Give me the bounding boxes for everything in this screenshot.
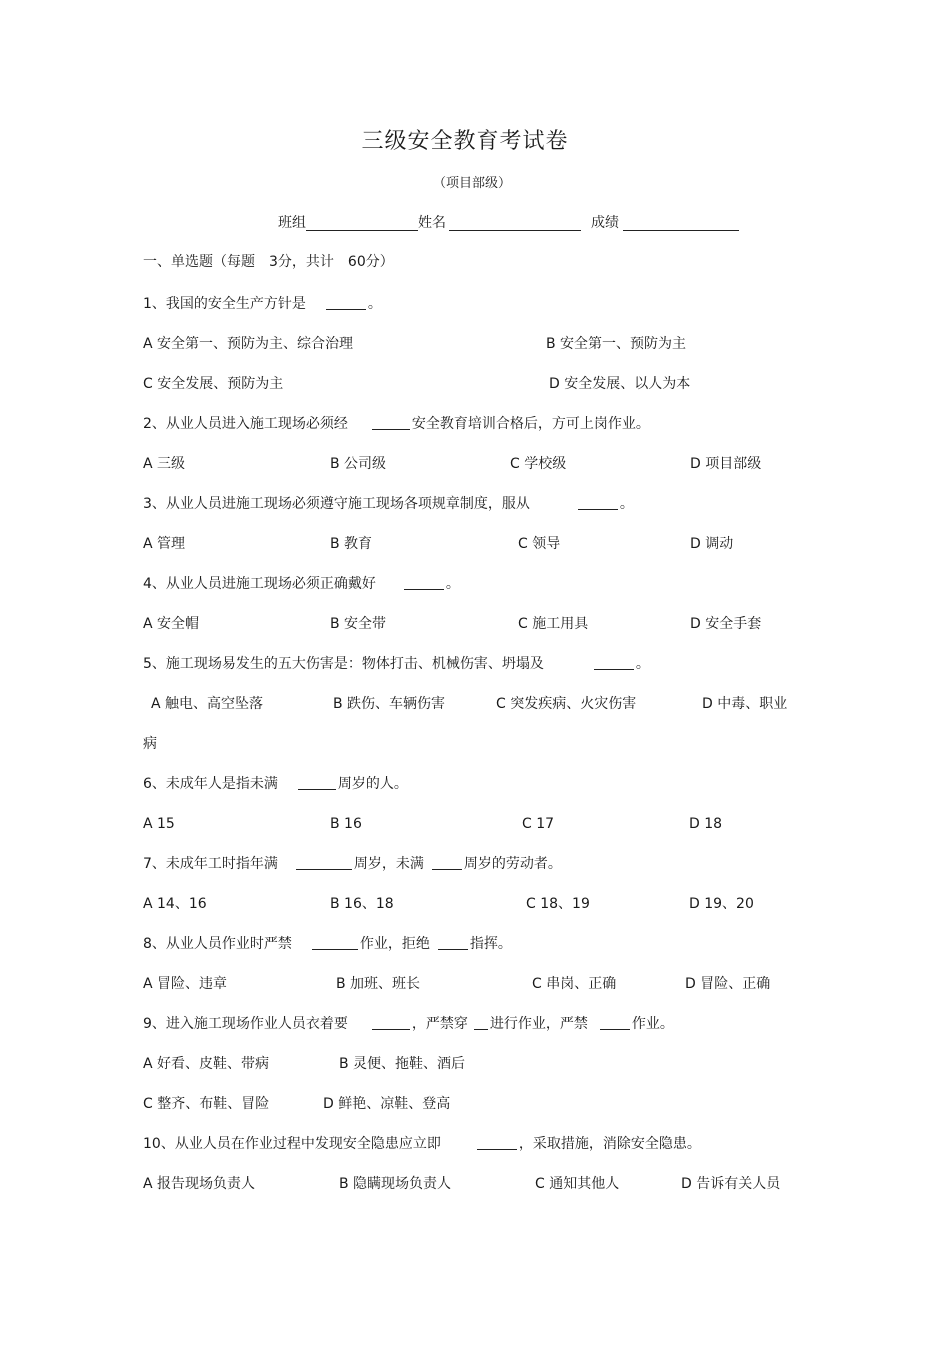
option-a[interactable]: A 好看、皮鞋、带病 (143, 1056, 270, 1072)
option-b[interactable]: B 教育 (330, 536, 373, 552)
option-d[interactable]: D 调动 (690, 536, 734, 552)
option-a[interactable]: A 安全帽 (143, 616, 200, 632)
question-text: 。 (445, 576, 460, 592)
answer-blank[interactable] (600, 1016, 630, 1030)
question-text: 7、未成年工时指年满 (143, 856, 278, 872)
question-text: ，严禁穿 (411, 1016, 468, 1032)
question-text: 9、进入施工现场作业人员衣着要 (143, 1016, 348, 1032)
question-text: 4、从业人员进施工现场必须正确戴好 (143, 576, 376, 592)
score-label: 成绩 (591, 215, 619, 231)
option-d[interactable]: D 中毒、职业 (702, 696, 788, 712)
answer-blank[interactable] (404, 576, 444, 590)
question-6 (143, 774, 408, 794)
question-9 (143, 1014, 674, 1034)
option-a[interactable]: A 15 (143, 816, 175, 832)
question-2 (143, 414, 650, 434)
question-text: 作业。 (631, 1016, 674, 1032)
option-c[interactable]: C 领导 (518, 536, 561, 552)
answer-blank[interactable] (594, 656, 634, 670)
option-b[interactable]: B 安全带 (330, 616, 387, 632)
option-b[interactable]: B 安全第一、预防为主 (546, 336, 687, 352)
answer-blank[interactable] (432, 856, 462, 870)
question-text: 指挥。 (469, 936, 512, 952)
question-text: 作业，拒绝 (359, 936, 430, 952)
option-a[interactable]: A 报告现场负责人 (143, 1176, 256, 1192)
option-d[interactable]: D 18 (689, 816, 723, 832)
option-d[interactable]: D 19、20 (689, 896, 754, 912)
option-a[interactable]: A 14、16 (143, 896, 207, 912)
class-field[interactable] (306, 216, 418, 231)
option-c[interactable]: C 突发疾病、火灾伤害 (496, 696, 637, 712)
question-text: 。 (619, 496, 634, 512)
question-5 (143, 654, 650, 674)
answer-blank[interactable] (312, 936, 358, 950)
question-text: 3、从业人员进施工现场必须遵守施工现场各项规章制度，服从 (143, 496, 530, 512)
option-d[interactable]: D 冒险、正确 (685, 976, 771, 992)
option-a[interactable]: A 安全第一、预防为主、综合治理 (143, 336, 354, 352)
question-10 (143, 1134, 701, 1154)
option-c[interactable]: C 18、19 (526, 896, 590, 912)
option-d[interactable]: D 告诉有关人员 (681, 1176, 781, 1192)
question-text: ，采取措施，消除安全隐患。 (518, 1136, 701, 1152)
name-field[interactable] (449, 216, 581, 231)
question-text: 1、我国的安全生产方针是 (143, 296, 306, 312)
option-a[interactable]: A 管理 (143, 536, 186, 552)
answer-blank[interactable] (477, 1136, 517, 1150)
question-text: 进行作业，严禁 (489, 1016, 588, 1032)
answer-blank[interactable] (372, 416, 410, 430)
option-c[interactable]: C 学校级 (510, 456, 567, 472)
question-text: 。 (367, 296, 382, 312)
option-d[interactable]: D 鲜艳、凉鞋、登高 (323, 1096, 451, 1112)
answer-blank[interactable] (474, 1016, 488, 1030)
option-b[interactable]: B 公司级 (330, 456, 387, 472)
class-label: 班组 (278, 215, 306, 231)
question-8 (143, 934, 512, 954)
question-text: 6、未成年人是指未满 (143, 776, 278, 792)
score-field[interactable] (623, 216, 739, 231)
option-a[interactable]: A 冒险、违章 (143, 976, 228, 992)
page-subtitle: （项目部级） (432, 176, 511, 191)
question-text: 8、从业人员作业时严禁 (143, 936, 292, 952)
option-d[interactable]: D 安全手套 (690, 616, 762, 632)
option-b[interactable]: B 加班、班长 (336, 976, 421, 992)
option-c[interactable]: C 安全发展、预防为主 (143, 376, 284, 392)
option-c[interactable]: C 串岗、正确 (532, 976, 617, 992)
option-b[interactable]: B 隐瞒现场负责人 (339, 1176, 452, 1192)
option-d[interactable]: D 安全发展、以人为本 (549, 376, 691, 392)
option-c[interactable]: C 通知其他人 (535, 1176, 620, 1192)
answer-blank[interactable] (372, 1016, 410, 1030)
option-b[interactable]: B 跌伤、车辆伤害 (333, 696, 446, 712)
question-text: 周岁的劳动者。 (463, 856, 562, 872)
option-a[interactable]: A 三级 (143, 456, 186, 472)
option-b[interactable]: B 灵便、拖鞋、酒后 (339, 1056, 466, 1072)
option-d-continued: 病 (143, 736, 157, 752)
answer-blank[interactable] (296, 856, 352, 870)
question-text: 10、从业人员在作业过程中发现安全隐患应立即 (143, 1136, 441, 1152)
option-c[interactable]: C 17 (522, 816, 555, 832)
question-1 (143, 294, 382, 314)
answer-blank[interactable] (298, 776, 336, 790)
option-c[interactable]: C 整齐、布鞋、冒险 (143, 1096, 270, 1112)
question-text: 周岁，未满 (353, 856, 424, 872)
option-b[interactable]: B 16 (330, 816, 362, 832)
answer-blank[interactable] (578, 496, 618, 510)
question-text: 。 (635, 656, 650, 672)
option-d[interactable]: D 项目部级 (690, 456, 762, 472)
question-7 (143, 854, 562, 874)
question-4 (143, 574, 460, 594)
student-info-row (278, 212, 739, 232)
answer-blank[interactable] (326, 296, 366, 310)
question-3 (143, 494, 634, 514)
option-b[interactable]: B 16、18 (330, 896, 394, 912)
page-title: 三级安全教育考试卷 (361, 129, 569, 154)
question-text: 周岁的人。 (337, 776, 408, 792)
question-text: 安全教育培训合格后，方可上岗作业。 (411, 416, 650, 432)
section-heading: 一、单选题（每题 3分，共计 60分） (143, 254, 394, 270)
question-text: 5、施工现场易发生的五大伤害是：物体打击、机械伤害、坍塌及 (143, 656, 544, 672)
answer-blank[interactable] (438, 936, 468, 950)
question-text: 2、从业人员进入施工现场必须经 (143, 416, 348, 432)
name-label: 姓名 (418, 215, 446, 231)
option-c[interactable]: C 施工用具 (518, 616, 589, 632)
option-a[interactable]: A 触电、高空坠落 (151, 696, 264, 712)
